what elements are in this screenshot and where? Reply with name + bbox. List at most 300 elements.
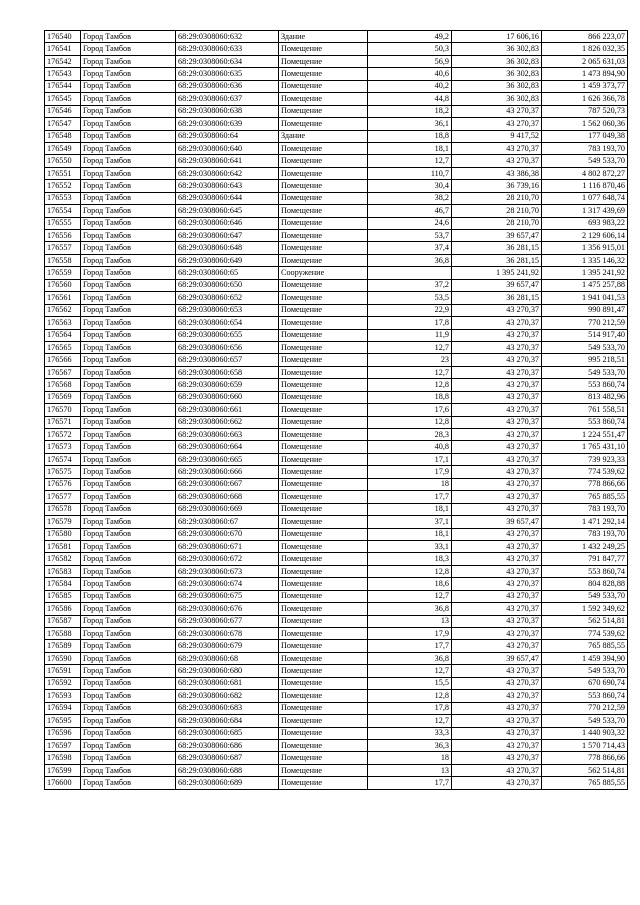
row-number-cell: 176591 bbox=[45, 665, 81, 677]
row-number-cell: 176570 bbox=[45, 404, 81, 416]
city-cell: Город Тамбов bbox=[81, 553, 176, 565]
cadastral-value-cell: 693 983,22 bbox=[542, 217, 628, 229]
area-cell: 40,8 bbox=[368, 441, 452, 453]
object-type-cell: Помещение bbox=[279, 317, 368, 329]
cadastral-number-cell: 68:29:0308060:677 bbox=[176, 615, 279, 627]
cadastral-number-cell: 68:29:0308060:680 bbox=[176, 665, 279, 677]
cadastral-value-cell: 1 224 551,47 bbox=[542, 429, 628, 441]
unit-value-cell: 43 270,37 bbox=[452, 304, 542, 316]
unit-value-cell: 43 270,37 bbox=[452, 690, 542, 702]
object-type-cell: Помещение bbox=[279, 341, 368, 353]
cadastral-value-cell: 1 473 894,90 bbox=[542, 68, 628, 80]
city-cell: Город Тамбов bbox=[81, 503, 176, 515]
cadastral-value-cell: 1 626 366,78 bbox=[542, 93, 628, 105]
object-type-cell: Помещение bbox=[279, 466, 368, 478]
table-row bbox=[45, 242, 628, 254]
cadastral-number-cell: 68:29:0308060:635 bbox=[176, 68, 279, 80]
unit-value-cell: 36 302,83 bbox=[452, 68, 542, 80]
area-cell: 12,7 bbox=[368, 155, 452, 167]
table-row bbox=[45, 416, 628, 428]
area-cell: 36,8 bbox=[368, 254, 452, 266]
unit-value-cell: 43 270,37 bbox=[452, 702, 542, 714]
cadastral-number-cell: 68:29:0308060:646 bbox=[176, 217, 279, 229]
row-number-cell: 176597 bbox=[45, 739, 81, 751]
city-cell: Город Тамбов bbox=[81, 304, 176, 316]
area-cell: 24,6 bbox=[368, 217, 452, 229]
cadastral-value-cell: 549 533,70 bbox=[542, 590, 628, 602]
table-row bbox=[45, 603, 628, 615]
unit-value-cell: 43 270,37 bbox=[452, 118, 542, 130]
cadastral-number-cell: 68:29:0308060:640 bbox=[176, 142, 279, 154]
cadastral-value-cell: 1 562 060,36 bbox=[542, 118, 628, 130]
cadastral-value-cell: 670 690,74 bbox=[542, 677, 628, 689]
cadastral-number-cell: 68:29:0308060:657 bbox=[176, 354, 279, 366]
cadastral-number-cell: 68:29:0308060:643 bbox=[176, 180, 279, 192]
cadastral-value-cell: 2 129 606,14 bbox=[542, 230, 628, 242]
unit-value-cell: 43 270,37 bbox=[452, 391, 542, 403]
cadastral-number-cell: 68:29:0308060:669 bbox=[176, 503, 279, 515]
area-cell: 18,1 bbox=[368, 503, 452, 515]
row-number-cell: 176567 bbox=[45, 366, 81, 378]
unit-value-cell: 28 210,70 bbox=[452, 192, 542, 204]
object-type-cell: Помещение bbox=[279, 652, 368, 664]
table-row bbox=[45, 727, 628, 739]
table-row bbox=[45, 404, 628, 416]
area-cell: 49,2 bbox=[368, 31, 452, 43]
unit-value-cell: 39 657,47 bbox=[452, 516, 542, 528]
area-cell: 12,8 bbox=[368, 416, 452, 428]
table-row bbox=[45, 155, 628, 167]
cadastral-number-cell: 68:29:0308060:676 bbox=[176, 603, 279, 615]
cadastral-table bbox=[44, 30, 628, 790]
table-row bbox=[45, 93, 628, 105]
cadastral-value-cell: 995 218,51 bbox=[542, 354, 628, 366]
city-cell: Город Тамбов bbox=[81, 366, 176, 378]
cadastral-number-cell: 68:29:0308060:659 bbox=[176, 379, 279, 391]
table-row bbox=[45, 254, 628, 266]
row-number-cell: 176553 bbox=[45, 192, 81, 204]
cadastral-value-cell: 739 923,33 bbox=[542, 453, 628, 465]
unit-value-cell: 43 270,37 bbox=[452, 329, 542, 341]
table-row bbox=[45, 230, 628, 242]
object-type-cell: Помещение bbox=[279, 715, 368, 727]
area-cell: 18 bbox=[368, 752, 452, 764]
document-page bbox=[44, 30, 627, 790]
cadastral-value-cell: 1 440 903,32 bbox=[542, 727, 628, 739]
unit-value-cell: 36 739,16 bbox=[452, 180, 542, 192]
area-cell: 18,1 bbox=[368, 142, 452, 154]
object-type-cell: Помещение bbox=[279, 379, 368, 391]
object-type-cell: Помещение bbox=[279, 441, 368, 453]
city-cell: Город Тамбов bbox=[81, 254, 176, 266]
cadastral-number-cell: 68:29:0308060:684 bbox=[176, 715, 279, 727]
table-row bbox=[45, 590, 628, 602]
city-cell: Город Тамбов bbox=[81, 590, 176, 602]
cadastral-value-cell: 765 885,55 bbox=[542, 777, 628, 789]
table-row bbox=[45, 565, 628, 577]
unit-value-cell: 43 270,37 bbox=[452, 379, 542, 391]
cadastral-number-cell: 68:29:0308060:662 bbox=[176, 416, 279, 428]
table-row bbox=[45, 55, 628, 67]
table-row bbox=[45, 715, 628, 727]
cadastral-value-cell: 778 866,66 bbox=[542, 478, 628, 490]
object-type-cell: Помещение bbox=[279, 279, 368, 291]
object-type-cell: Помещение bbox=[279, 429, 368, 441]
object-type-cell: Помещение bbox=[279, 43, 368, 55]
table-row bbox=[45, 304, 628, 316]
unit-value-cell: 43 270,37 bbox=[452, 105, 542, 117]
row-number-cell: 176545 bbox=[45, 93, 81, 105]
cadastral-value-cell: 765 885,55 bbox=[542, 491, 628, 503]
row-number-cell: 176546 bbox=[45, 105, 81, 117]
unit-value-cell: 43 270,37 bbox=[452, 478, 542, 490]
table-row bbox=[45, 652, 628, 664]
row-number-cell: 176555 bbox=[45, 217, 81, 229]
area-cell: 15,5 bbox=[368, 677, 452, 689]
city-cell: Город Тамбов bbox=[81, 702, 176, 714]
unit-value-cell: 43 270,37 bbox=[452, 715, 542, 727]
area-cell: 17,9 bbox=[368, 466, 452, 478]
row-number-cell: 176564 bbox=[45, 329, 81, 341]
city-cell: Город Тамбов bbox=[81, 429, 176, 441]
cadastral-value-cell: 1 592 349,62 bbox=[542, 603, 628, 615]
cadastral-number-cell: 68:29:0308060:687 bbox=[176, 752, 279, 764]
table-row bbox=[45, 665, 628, 677]
city-cell: Город Тамбов bbox=[81, 404, 176, 416]
object-type-cell: Помещение bbox=[279, 192, 368, 204]
table-row bbox=[45, 429, 628, 441]
row-number-cell: 176569 bbox=[45, 391, 81, 403]
cadastral-value-cell: 1 459 373,77 bbox=[542, 80, 628, 92]
object-type-cell: Помещение bbox=[279, 416, 368, 428]
object-type-cell: Помещение bbox=[279, 217, 368, 229]
table-row bbox=[45, 80, 628, 92]
row-number-cell: 176599 bbox=[45, 764, 81, 776]
unit-value-cell: 43 270,37 bbox=[452, 354, 542, 366]
cadastral-number-cell: 68:29:0308060:68 bbox=[176, 652, 279, 664]
unit-value-cell: 36 302,83 bbox=[452, 93, 542, 105]
city-cell: Город Тамбов bbox=[81, 68, 176, 80]
unit-value-cell: 43 270,37 bbox=[452, 317, 542, 329]
city-cell: Город Тамбов bbox=[81, 379, 176, 391]
cadastral-value-cell: 1 941 041,53 bbox=[542, 292, 628, 304]
cadastral-number-cell: 68:29:0308060:664 bbox=[176, 441, 279, 453]
row-number-cell: 176596 bbox=[45, 727, 81, 739]
unit-value-cell: 39 657,47 bbox=[452, 652, 542, 664]
cadastral-value-cell: 562 514,81 bbox=[542, 764, 628, 776]
row-number-cell: 176598 bbox=[45, 752, 81, 764]
city-cell: Город Тамбов bbox=[81, 93, 176, 105]
cadastral-value-cell: 1 317 439,69 bbox=[542, 205, 628, 217]
area-cell: 44,8 bbox=[368, 93, 452, 105]
row-number-cell: 176592 bbox=[45, 677, 81, 689]
row-number-cell: 176588 bbox=[45, 628, 81, 640]
table-row bbox=[45, 366, 628, 378]
table-row bbox=[45, 68, 628, 80]
row-number-cell: 176580 bbox=[45, 528, 81, 540]
object-type-cell: Помещение bbox=[279, 677, 368, 689]
area-cell: 17,7 bbox=[368, 491, 452, 503]
area-cell: 18,6 bbox=[368, 578, 452, 590]
row-number-cell: 176586 bbox=[45, 603, 81, 615]
row-number-cell: 176565 bbox=[45, 341, 81, 353]
cadastral-number-cell: 68:29:0308060:688 bbox=[176, 764, 279, 776]
table-row bbox=[45, 379, 628, 391]
cadastral-value-cell: 774 539,62 bbox=[542, 628, 628, 640]
area-cell: 17,1 bbox=[368, 453, 452, 465]
unit-value-cell: 1 395 241,92 bbox=[452, 267, 542, 279]
cadastral-number-cell: 68:29:0308060:642 bbox=[176, 167, 279, 179]
row-number-cell: 176542 bbox=[45, 55, 81, 67]
cadastral-value-cell: 787 520,73 bbox=[542, 105, 628, 117]
row-number-cell: 176562 bbox=[45, 304, 81, 316]
city-cell: Город Тамбов bbox=[81, 192, 176, 204]
cadastral-value-cell: 990 891,47 bbox=[542, 304, 628, 316]
table-row bbox=[45, 528, 628, 540]
cadastral-number-cell: 68:29:0308060:650 bbox=[176, 279, 279, 291]
row-number-cell: 176583 bbox=[45, 565, 81, 577]
cadastral-value-cell: 770 212,59 bbox=[542, 317, 628, 329]
cadastral-number-cell: 68:29:0308060:633 bbox=[176, 43, 279, 55]
row-number-cell: 176572 bbox=[45, 429, 81, 441]
area-cell: 17,7 bbox=[368, 640, 452, 652]
row-number-cell: 176550 bbox=[45, 155, 81, 167]
table-row bbox=[45, 354, 628, 366]
cadastral-number-cell: 68:29:0308060:667 bbox=[176, 478, 279, 490]
unit-value-cell: 17 606,16 bbox=[452, 31, 542, 43]
cadastral-number-cell: 68:29:0308060:686 bbox=[176, 739, 279, 751]
city-cell: Город Тамбов bbox=[81, 391, 176, 403]
area-cell: 12,8 bbox=[368, 690, 452, 702]
city-cell: Город Тамбов bbox=[81, 777, 176, 789]
object-type-cell: Помещение bbox=[279, 242, 368, 254]
object-type-cell: Помещение bbox=[279, 167, 368, 179]
cadastral-number-cell: 68:29:0308060:652 bbox=[176, 292, 279, 304]
unit-value-cell: 43 386,38 bbox=[452, 167, 542, 179]
unit-value-cell: 43 270,37 bbox=[452, 540, 542, 552]
cadastral-number-cell: 68:29:0308060:634 bbox=[176, 55, 279, 67]
city-cell: Город Тамбов bbox=[81, 516, 176, 528]
cadastral-number-cell: 68:29:0308060:641 bbox=[176, 155, 279, 167]
table-row bbox=[45, 503, 628, 515]
table-row bbox=[45, 739, 628, 751]
object-type-cell: Помещение bbox=[279, 478, 368, 490]
row-number-cell: 176577 bbox=[45, 491, 81, 503]
area-cell: 22,9 bbox=[368, 304, 452, 316]
cadastral-value-cell: 1 826 032,35 bbox=[542, 43, 628, 55]
cadastral-number-cell: 68:29:0308060:644 bbox=[176, 192, 279, 204]
unit-value-cell: 43 270,37 bbox=[452, 565, 542, 577]
cadastral-value-cell: 1 116 870,46 bbox=[542, 180, 628, 192]
object-type-cell: Помещение bbox=[279, 404, 368, 416]
table-row bbox=[45, 453, 628, 465]
cadastral-number-cell: 68:29:0308060:675 bbox=[176, 590, 279, 602]
area-cell: 12,7 bbox=[368, 341, 452, 353]
unit-value-cell: 36 302,83 bbox=[452, 55, 542, 67]
area-cell: 28,3 bbox=[368, 429, 452, 441]
area-cell: 50,3 bbox=[368, 43, 452, 55]
city-cell: Город Тамбов bbox=[81, 652, 176, 664]
cadastral-number-cell: 68:29:0308060:671 bbox=[176, 540, 279, 552]
table-row bbox=[45, 690, 628, 702]
city-cell: Город Тамбов bbox=[81, 341, 176, 353]
cadastral-number-cell: 68:29:0308060:674 bbox=[176, 578, 279, 590]
object-type-cell: Помещение bbox=[279, 180, 368, 192]
object-type-cell: Сооружение bbox=[279, 267, 368, 279]
row-number-cell: 176561 bbox=[45, 292, 81, 304]
unit-value-cell: 43 270,37 bbox=[452, 416, 542, 428]
area-cell: 18,3 bbox=[368, 553, 452, 565]
unit-value-cell: 36 281,15 bbox=[452, 254, 542, 266]
city-cell: Город Тамбов bbox=[81, 565, 176, 577]
city-cell: Город Тамбов bbox=[81, 764, 176, 776]
cadastral-value-cell: 549 533,70 bbox=[542, 715, 628, 727]
cadastral-value-cell: 1 432 249,25 bbox=[542, 540, 628, 552]
table-row bbox=[45, 329, 628, 341]
unit-value-cell: 43 270,37 bbox=[452, 155, 542, 167]
area-cell bbox=[368, 267, 452, 279]
cadastral-value-cell: 4 802 872,27 bbox=[542, 167, 628, 179]
table-row bbox=[45, 105, 628, 117]
unit-value-cell: 36 281,15 bbox=[452, 292, 542, 304]
cadastral-number-cell: 68:29:0308060:668 bbox=[176, 491, 279, 503]
city-cell: Город Тамбов bbox=[81, 217, 176, 229]
area-cell: 46,7 bbox=[368, 205, 452, 217]
table-row bbox=[45, 752, 628, 764]
city-cell: Город Тамбов bbox=[81, 491, 176, 503]
object-type-cell: Помещение bbox=[279, 578, 368, 590]
cadastral-number-cell: 68:29:0308060:681 bbox=[176, 677, 279, 689]
table-row bbox=[45, 478, 628, 490]
row-number-cell: 176578 bbox=[45, 503, 81, 515]
city-cell: Город Тамбов bbox=[81, 677, 176, 689]
area-cell: 12,7 bbox=[368, 715, 452, 727]
cadastral-value-cell: 2 065 631,03 bbox=[542, 55, 628, 67]
unit-value-cell: 43 270,37 bbox=[452, 453, 542, 465]
object-type-cell: Помещение bbox=[279, 528, 368, 540]
row-number-cell: 176560 bbox=[45, 279, 81, 291]
row-number-cell: 176559 bbox=[45, 267, 81, 279]
row-number-cell: 176568 bbox=[45, 379, 81, 391]
object-type-cell: Помещение bbox=[279, 155, 368, 167]
cadastral-value-cell: 177 049,38 bbox=[542, 130, 628, 142]
object-type-cell: Помещение bbox=[279, 739, 368, 751]
table-row bbox=[45, 341, 628, 353]
city-cell: Город Тамбов bbox=[81, 727, 176, 739]
cadastral-number-cell: 68:29:0308060:670 bbox=[176, 528, 279, 540]
object-type-cell: Помещение bbox=[279, 93, 368, 105]
cadastral-number-cell: 68:29:0308060:67 bbox=[176, 516, 279, 528]
table-row bbox=[45, 441, 628, 453]
object-type-cell: Здание bbox=[279, 31, 368, 43]
table-row bbox=[45, 628, 628, 640]
cadastral-value-cell: 813 482,96 bbox=[542, 391, 628, 403]
area-cell: 18,2 bbox=[368, 105, 452, 117]
area-cell: 13 bbox=[368, 764, 452, 776]
cadastral-number-cell: 68:29:0308060:689 bbox=[176, 777, 279, 789]
row-number-cell: 176552 bbox=[45, 180, 81, 192]
city-cell: Город Тамбов bbox=[81, 31, 176, 43]
object-type-cell: Помещение bbox=[279, 752, 368, 764]
table-row bbox=[45, 491, 628, 503]
object-type-cell: Помещение bbox=[279, 503, 368, 515]
city-cell: Город Тамбов bbox=[81, 242, 176, 254]
city-cell: Город Тамбов bbox=[81, 478, 176, 490]
cadastral-value-cell: 549 533,70 bbox=[542, 665, 628, 677]
object-type-cell: Помещение bbox=[279, 640, 368, 652]
cadastral-number-cell: 68:29:0308060:683 bbox=[176, 702, 279, 714]
area-cell: 12,7 bbox=[368, 366, 452, 378]
row-number-cell: 176576 bbox=[45, 478, 81, 490]
object-type-cell: Помещение bbox=[279, 553, 368, 565]
unit-value-cell: 28 210,70 bbox=[452, 205, 542, 217]
city-cell: Город Тамбов bbox=[81, 167, 176, 179]
row-number-cell: 176584 bbox=[45, 578, 81, 590]
row-number-cell: 176549 bbox=[45, 142, 81, 154]
area-cell: 13 bbox=[368, 615, 452, 627]
object-type-cell: Помещение bbox=[279, 565, 368, 577]
table-row bbox=[45, 267, 628, 279]
row-number-cell: 176571 bbox=[45, 416, 81, 428]
unit-value-cell: 43 270,37 bbox=[452, 752, 542, 764]
unit-value-cell: 28 210,70 bbox=[452, 217, 542, 229]
object-type-cell: Помещение bbox=[279, 453, 368, 465]
table-row bbox=[45, 130, 628, 142]
row-number-cell: 176558 bbox=[45, 254, 81, 266]
area-cell: 53,7 bbox=[368, 230, 452, 242]
area-cell: 18 bbox=[368, 478, 452, 490]
cadastral-value-cell: 1 395 241,92 bbox=[542, 267, 628, 279]
unit-value-cell: 43 270,37 bbox=[452, 615, 542, 627]
row-number-cell: 176579 bbox=[45, 516, 81, 528]
cadastral-value-cell: 1 459 394,90 bbox=[542, 652, 628, 664]
cadastral-value-cell: 866 223,07 bbox=[542, 31, 628, 43]
unit-value-cell: 43 270,37 bbox=[452, 441, 542, 453]
city-cell: Город Тамбов bbox=[81, 628, 176, 640]
cadastral-value-cell: 553 860,74 bbox=[542, 690, 628, 702]
cadastral-value-cell: 804 828,88 bbox=[542, 578, 628, 590]
area-cell: 23 bbox=[368, 354, 452, 366]
cadastral-number-cell: 68:29:0308060:672 bbox=[176, 553, 279, 565]
row-number-cell: 176540 bbox=[45, 31, 81, 43]
table-row bbox=[45, 615, 628, 627]
unit-value-cell: 43 270,37 bbox=[452, 590, 542, 602]
cadastral-value-cell: 770 212,59 bbox=[542, 702, 628, 714]
area-cell: 53,5 bbox=[368, 292, 452, 304]
unit-value-cell: 43 270,37 bbox=[452, 764, 542, 776]
area-cell: 18,8 bbox=[368, 391, 452, 403]
cadastral-number-cell: 68:29:0308060:653 bbox=[176, 304, 279, 316]
cadastral-number-cell: 68:29:0308060:682 bbox=[176, 690, 279, 702]
city-cell: Город Тамбов bbox=[81, 142, 176, 154]
table-row bbox=[45, 192, 628, 204]
table-row bbox=[45, 516, 628, 528]
unit-value-cell: 36 302,83 bbox=[452, 80, 542, 92]
area-cell: 12,7 bbox=[368, 590, 452, 602]
cadastral-value-cell: 774 539,62 bbox=[542, 466, 628, 478]
object-type-cell: Помещение bbox=[279, 702, 368, 714]
table-row bbox=[45, 702, 628, 714]
cadastral-number-cell: 68:29:0308060:679 bbox=[176, 640, 279, 652]
city-cell: Город Тамбов bbox=[81, 105, 176, 117]
area-cell: 37,4 bbox=[368, 242, 452, 254]
object-type-cell: Помещение bbox=[279, 727, 368, 739]
row-number-cell: 176575 bbox=[45, 466, 81, 478]
row-number-cell: 176587 bbox=[45, 615, 81, 627]
cadastral-number-cell: 68:29:0308060:654 bbox=[176, 317, 279, 329]
object-type-cell: Помещение bbox=[279, 329, 368, 341]
city-cell: Город Тамбов bbox=[81, 130, 176, 142]
